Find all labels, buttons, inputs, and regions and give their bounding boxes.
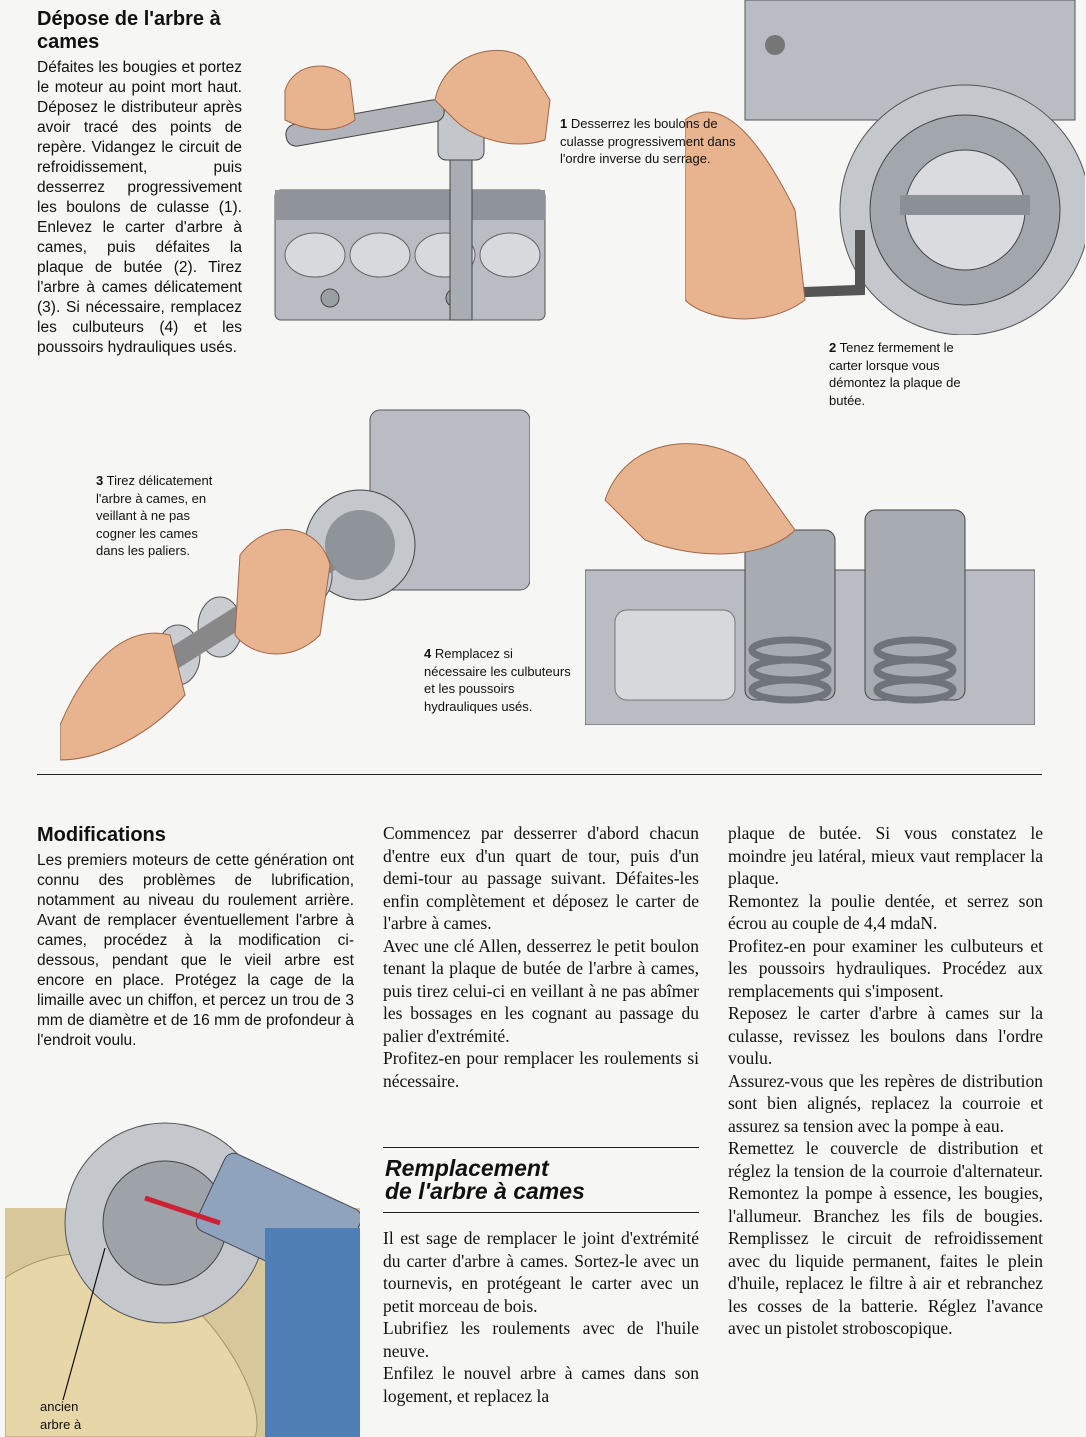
caption-2 bbox=[829, 339, 979, 409]
depose-section bbox=[37, 8, 242, 358]
caption-4-number: 4 bbox=[424, 646, 432, 661]
illustration-rockers bbox=[585, 420, 1035, 725]
caption-3-number: 3 bbox=[96, 473, 104, 488]
depose-text: Défaites les bougies et portez le moteur au point mort haut. Déposez le distributeur après avoir tracé des points de repère. Vidangez le circuit de refroidissement, puis desserrez progressivement les boulons de culasse (1). Enlevez le carter d'arbre à cames, puis défaites la plaque de butée (2). Tirez l'arbre à cames délicatement (3). Si nécessaire, remplacez les culbuteurs (4) et les poussoirs hydrauliques usés. bbox=[37, 59, 242, 356]
col2-para-1: Commencez par desserrer d'abord chacun d'entre eux d'un quart de tour, puis d'un demi-tour au passage suivant. Défaites-les enfin complètement et déposez le carter de l'arbre à cames. bbox=[383, 823, 699, 933]
col3-para-3: Profitez-en pour examiner les culbuteurs et les poussoirs hydrauliques. Procédez aux remplacements qui s'imposent. bbox=[728, 935, 1043, 1001]
column-3 bbox=[728, 822, 1043, 1340]
col2-para-2: Avec une clé Allen, desserrez le petit boulon tenant la plaque de butée de l'arbre à cames, puis tirez celui-ci en veillant à ne pas abîmer les bossages en les cognant au passage du palier d'extrémité. bbox=[383, 935, 699, 1046]
caption-1-number: 1 bbox=[560, 116, 568, 131]
column-2 bbox=[383, 822, 699, 1092]
col3-para-4: Reposez le carter d'arbre à cames sur la culasse, revissez les boulons dans l'ordre voulu. bbox=[728, 1003, 1043, 1068]
caption-2-number: 2 bbox=[829, 340, 837, 355]
caption-3 bbox=[96, 472, 226, 560]
modifications-text: Les premiers moteurs de cette génération ont connu des problèmes de lubrification, notamment au niveau du roulement arrière. Avant de remplacer éventuellement l'arbre à cames, procédez à la modification ci-dessous, pendant que le vieil arbre est encore en place. Protégez la cage de la limaille avec un chiffon, et percez un trou de 3 mm de diamètre et de 16 mm de profondeur à l'endroit voulu. bbox=[37, 852, 354, 1049]
caption-2-text: Tenez fermement le carter lorsque vous démontez la plaque de butée. bbox=[829, 340, 961, 408]
column-2-continued bbox=[383, 1227, 699, 1407]
col3-para-6: Remettez le couvercle de distribution et réglez la tension de la courroie d'alternateur. Remontez la pompe à essence, les bougies, l'allumeur. Branchez les fils de bougies. Remplissez le circuit de refroidissement avec du liquide permanent, faites le plein d'huile, replacez le filtre à air et rebranchez les cosses de la batterie. Réglez l'avance avec un pistolet stroboscopique. bbox=[728, 1138, 1043, 1338]
col3-para-1: plaque de butée. Si vous constatez le moindre jeu latéral, mieux vaut remplacer la plaque. bbox=[728, 823, 1043, 888]
caption-1-text: Desserrez les boulons de culasse progressivement dans l'ordre inverse du serrage. bbox=[560, 116, 736, 166]
replacement-heading-line-1: Remplacement bbox=[385, 1155, 549, 1181]
modifications-section bbox=[37, 824, 354, 1051]
caption-1 bbox=[560, 115, 740, 168]
replacement-heading-line-2: de l'arbre à cames bbox=[385, 1178, 585, 1204]
col2-para-3: Profitez-en pour remplacer les roulements si nécessaire. bbox=[383, 1048, 699, 1091]
caption-3-text: Tirez délicatement l'arbre à cames, en veillant à ne pas cogner les cames dans les paliers. bbox=[96, 473, 213, 558]
depose-title: Dépose de l'arbre à cames bbox=[37, 8, 221, 53]
modifications-title: Modifications bbox=[37, 824, 166, 846]
caption-4 bbox=[424, 645, 574, 715]
illustration-thrust-plate bbox=[685, 0, 1085, 335]
section-divider bbox=[37, 774, 1042, 775]
col2-para-4: Il est sage de remplacer le joint d'extrémité du carter d'arbre à cames. Sortez-le avec un tournevis, en protégeant le carter avec un petit morceau de bois. bbox=[383, 1228, 699, 1316]
heading-rule-bottom bbox=[383, 1212, 699, 1213]
caption-4-text: Remplacez si nécessaire les culbuteurs et les poussoirs hydrauliques usés. bbox=[424, 646, 571, 714]
col3-para-5: Assurez-vous que les repères de distribution sont bien alignés, replacez la courroie et assurez sa tension avec la pompe à eau. bbox=[728, 1070, 1043, 1136]
drill-label: ancien arbre à bbox=[40, 1399, 82, 1432]
replacement-heading bbox=[385, 1157, 701, 1203]
col3-para-2: Remontez la poulie dentée, et serrez son écrou au couple de 4,4 mdaN. bbox=[728, 890, 1043, 933]
heading-rule-top bbox=[383, 1147, 699, 1148]
col2-para-6: Enfilez le nouvel arbre à cames dans son logement, et replacez la bbox=[383, 1363, 699, 1406]
illustration-cylinder-head-bolts bbox=[255, 40, 555, 340]
col2-para-5: Lubrifiez les roulements avec de l'huile neuve. bbox=[383, 1318, 699, 1361]
illustration-drilling bbox=[5, 1078, 360, 1437]
